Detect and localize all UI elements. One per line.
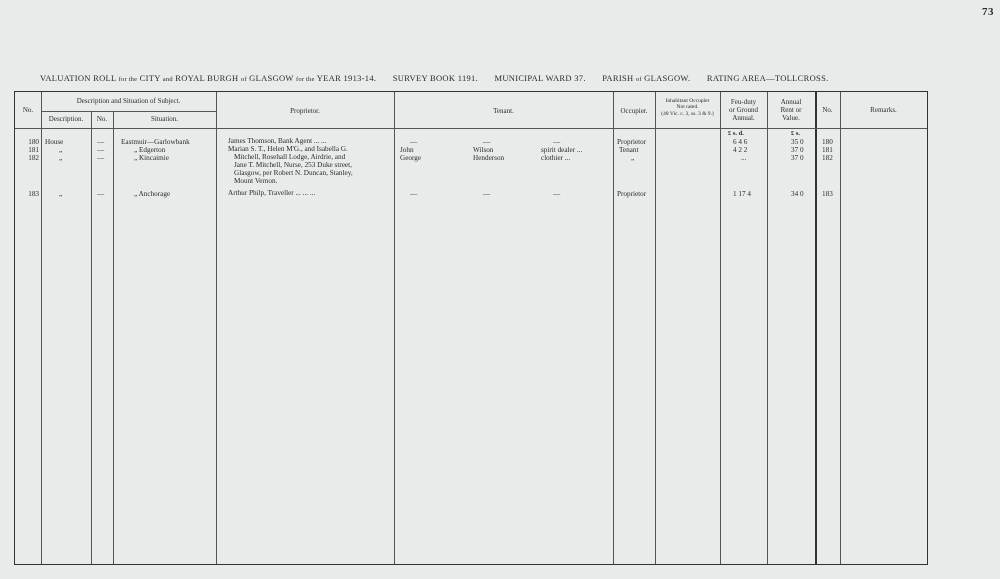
- row-no: 182: [28, 154, 39, 162]
- col-header-no2: No.: [96, 115, 108, 123]
- rule: [394, 92, 395, 564]
- rule: [655, 92, 656, 564]
- row-description: „: [59, 146, 63, 154]
- rule: [840, 92, 841, 564]
- header-for-the-2: for the: [296, 76, 315, 83]
- col-header-occupier: Occupier.: [620, 107, 648, 115]
- col-header-remarks: Remarks.: [870, 106, 897, 114]
- col-header-description: Description.: [48, 115, 84, 123]
- rent-line-2: Rent or: [780, 106, 802, 115]
- header-parish-name: GLASGOW.: [644, 73, 691, 83]
- header-city: CITY: [139, 73, 161, 83]
- proprietor-line: Mitchell, Rosehall Lodge, Airdrie, and: [234, 153, 346, 161]
- row-tenant-occupation: clothier ...: [541, 154, 571, 162]
- row-situation: „ Edgerton: [134, 146, 166, 154]
- row-tenant-last: —: [483, 138, 491, 146]
- header-for-the: for the: [118, 76, 138, 83]
- header-of: of: [240, 76, 247, 83]
- row-tenant-first: John: [400, 146, 414, 154]
- header-parish-label: PARISH: [602, 73, 634, 83]
- rent-line-1: Annual: [780, 98, 802, 106]
- row-num: —: [97, 154, 105, 162]
- row-num: —: [97, 146, 105, 154]
- row-tenant-occupation: —: [553, 190, 561, 198]
- col-header-situation: Situation.: [150, 115, 179, 123]
- proprietor-line: Glasgow, per Robert N. Duncan, Stanley,: [234, 168, 353, 177]
- row-no-right: 180: [822, 138, 833, 146]
- row-proprietor: Marian S. T., Helen M'G., and Isabella G.: [228, 145, 348, 153]
- header-and: and: [162, 76, 173, 83]
- row-tenant-first: —: [410, 190, 418, 198]
- header-parish: [602, 73, 693, 83]
- feu-line-2: or Ground: [729, 106, 758, 115]
- row-tenant-occupation: spirit dealer ...: [541, 146, 583, 154]
- row-no-right: 181: [822, 146, 833, 154]
- row-tenant-last: Henderson: [473, 154, 505, 162]
- col-header-tenant: Tenant.: [493, 107, 514, 115]
- row-description: House: [45, 138, 64, 146]
- row-feu: 6 4 6: [733, 138, 748, 146]
- inhabitant-line-3: (48 Vic. c. 3, ss. 3 & 9.): [661, 110, 714, 117]
- row-situation: „ Kincaimie: [134, 154, 169, 162]
- col-header-inhabitant: [655, 98, 720, 117]
- row-proprietor: [234, 154, 353, 186]
- header-parish-of: of: [635, 76, 642, 83]
- header-valuation-roll: VALUATION ROLL: [40, 73, 117, 83]
- row-rent: 37 0: [791, 154, 804, 162]
- header-year: YEAR 1913-14.: [316, 73, 377, 83]
- rule: [113, 112, 114, 564]
- col-header-no-right: No.: [822, 106, 833, 114]
- header-ward: MUNICIPAL WARD 37.: [494, 73, 586, 83]
- row-feu: ...: [741, 154, 747, 162]
- header-royal-burgh: ROYAL BURGH: [175, 73, 239, 83]
- inhabitant-line-1: Inhabitant Occupier: [665, 98, 710, 104]
- header-rating-area: RATING AREA—TOLLCROSS.: [706, 73, 829, 83]
- proprietor-line: Jane T. Mitchell, Nurse, 253 Duke street,: [234, 160, 352, 169]
- row-no: 183: [28, 190, 39, 198]
- row-no: 180: [28, 138, 39, 146]
- rule: [815, 92, 817, 564]
- row-no: 181: [28, 146, 39, 154]
- col-header-feu: [720, 98, 767, 122]
- row-proprietor: Arthur Philp, Traveller ... ... ...: [228, 189, 316, 197]
- row-tenant-first: George: [400, 154, 422, 162]
- feu-line-1: Feu-duty: [730, 98, 757, 106]
- rent-currency-header: £ s.: [791, 130, 801, 137]
- rule: [41, 111, 216, 112]
- row-tenant-first: —: [410, 138, 418, 146]
- inhabitant-line-2: Not rated.: [676, 104, 699, 111]
- col-header-proprietor: Proprietor.: [290, 107, 320, 115]
- row-occupier: Tenant: [619, 146, 639, 154]
- rule: [41, 92, 42, 564]
- row-num: —: [97, 138, 105, 146]
- feu-currency-header: £ s. d.: [728, 130, 744, 137]
- header-survey: SURVEY BOOK 1191.: [392, 73, 479, 83]
- row-tenant-last: —: [483, 190, 491, 198]
- row-situation: „ Anchorage: [134, 190, 171, 198]
- col-header-rent: [767, 98, 815, 122]
- row-tenant-last: Wilson: [473, 146, 494, 154]
- roll-header: [40, 73, 940, 83]
- row-rent: 35 0: [791, 138, 804, 146]
- page-number: 73: [982, 6, 994, 18]
- rule: [613, 92, 614, 564]
- row-occupier: Proprietor: [617, 190, 647, 198]
- col-header-desc-situation: Description and Situation of Subject.: [76, 97, 181, 105]
- row-feu: 1 17 4: [733, 190, 751, 198]
- rule: [91, 112, 92, 564]
- rule: [767, 92, 768, 564]
- row-no-right: 182: [822, 154, 833, 162]
- row-rent: 37 0: [791, 146, 804, 154]
- rule: [720, 92, 721, 564]
- row-occupier: Proprietor: [617, 138, 647, 146]
- row-occupier: „: [631, 154, 635, 162]
- proprietor-line: Mount Vernon.: [234, 176, 278, 185]
- row-no-right: 183: [822, 190, 833, 198]
- header-glasgow: GLASGOW: [249, 73, 294, 83]
- rule: [216, 92, 217, 564]
- row-description: „: [59, 154, 63, 162]
- row-rent: 34 0: [791, 190, 804, 198]
- row-situation: Eastmuir—Garlowbank: [121, 138, 190, 146]
- row-tenant-occupation: —: [553, 138, 561, 146]
- header-title: [40, 73, 379, 83]
- rule: [15, 128, 927, 129]
- row-num: —: [97, 190, 105, 198]
- row-description: „: [59, 190, 63, 198]
- rent-line-3: Value.: [782, 114, 800, 123]
- valuation-table: [14, 91, 928, 565]
- feu-line-3: Annual.: [732, 114, 755, 123]
- row-feu: 4 2 2: [733, 146, 748, 154]
- col-header-no: No.: [22, 106, 34, 114]
- row-proprietor: James Thomson, Bank Agent ... ...: [228, 137, 327, 145]
